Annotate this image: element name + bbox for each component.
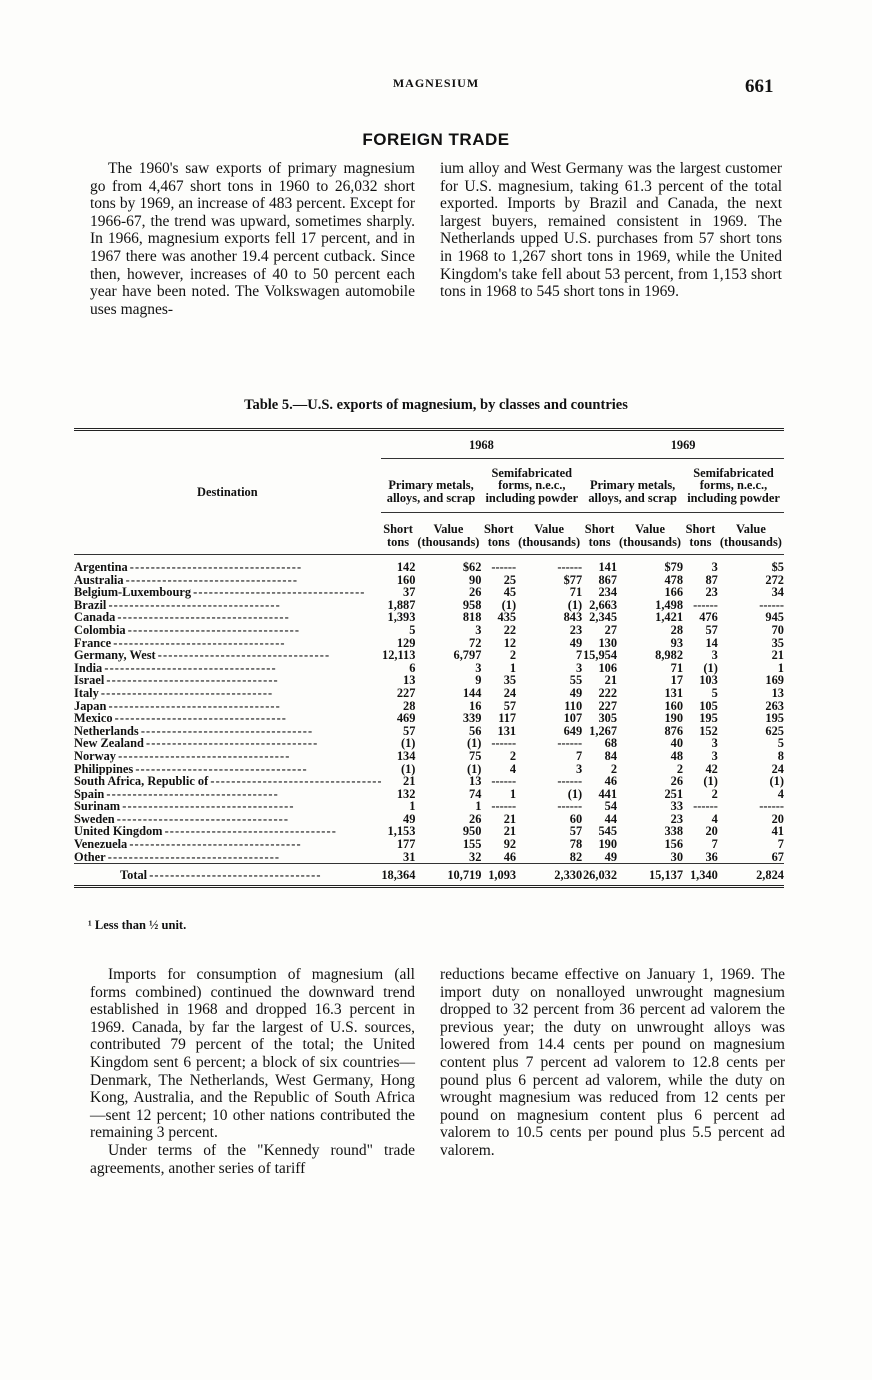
- value-cell: 3: [711, 736, 718, 751]
- value-cell: 20: [771, 811, 784, 826]
- value-cell: 46: [604, 774, 618, 789]
- value-cell: 90: [469, 572, 482, 587]
- value-cell: 2,345: [589, 610, 618, 625]
- value-cell: $5: [771, 560, 784, 574]
- value-cell: ------: [759, 597, 784, 612]
- destination-header: Destination: [74, 430, 381, 555]
- value-cell: 36: [705, 849, 718, 864]
- value-cell: 26: [469, 811, 482, 826]
- total-cell: 1,340: [683, 864, 718, 887]
- value-cell: 57: [705, 622, 718, 637]
- value-cell: 160: [664, 698, 684, 713]
- value-cell: 71: [670, 660, 684, 675]
- value-cell: 106: [598, 660, 618, 675]
- table-row: [74, 649, 784, 662]
- value-cell: 103: [699, 673, 718, 688]
- table-row: [74, 851, 784, 864]
- value-cell: 24: [771, 761, 784, 776]
- value-cell: 3: [575, 761, 583, 776]
- year-header-1968: 1968: [381, 430, 583, 459]
- closing-right-column: [440, 966, 785, 1160]
- value-cell: 4: [777, 786, 784, 801]
- value-cell: 169: [765, 673, 784, 688]
- destination-cell: Colombia - - -: [74, 624, 381, 637]
- total-label: Total - - -: [74, 864, 381, 887]
- table-row: [74, 712, 784, 725]
- table-row: [74, 624, 784, 637]
- destination-cell: Italy - - -: [74, 687, 381, 700]
- value-cell: 166: [664, 585, 684, 600]
- value-cell: 131: [497, 723, 517, 738]
- value-cell: 12: [503, 635, 517, 650]
- table-footnote: ¹ Less than ½ unit.: [88, 918, 187, 932]
- value-cell: 3: [475, 622, 482, 637]
- value-cell: 21: [503, 824, 517, 839]
- total-cell: 2,330: [516, 864, 582, 887]
- value-cell: 9: [475, 673, 482, 688]
- value-cell: 1,421: [655, 610, 684, 625]
- destination-cell: Surinam - - -: [74, 800, 381, 813]
- value-cell: 3: [575, 660, 583, 675]
- value-cell: 33: [670, 799, 684, 814]
- value-cell: 74: [469, 786, 482, 801]
- destination-cell: Australia - - -: [74, 574, 381, 587]
- table-row: [74, 750, 784, 763]
- group-header: Semifabricated forms, n.e.c., including powder: [683, 458, 784, 513]
- value-cell: 5: [711, 685, 718, 700]
- value-cell: (1): [769, 774, 784, 789]
- value-cell: 3: [711, 748, 718, 763]
- value-cell: 8,982: [655, 648, 684, 663]
- value-cell: 22: [503, 622, 517, 637]
- value-cell: 2: [509, 648, 517, 663]
- value-cell: ------: [557, 799, 583, 814]
- value-cell: 545: [598, 824, 618, 839]
- year-header-1969: 1969: [582, 430, 784, 459]
- destination-cell: India - - -: [74, 662, 381, 675]
- total-cell: 2,824: [718, 864, 784, 887]
- value-cell: 49: [403, 811, 416, 826]
- value-cell: 843: [563, 610, 583, 625]
- column-subheader: Short tons: [481, 513, 516, 555]
- value-cell: 7: [575, 748, 583, 763]
- destination-cell: Argentina - - -: [74, 555, 381, 574]
- value-cell: 17: [670, 673, 684, 688]
- value-cell: 107: [563, 711, 583, 726]
- value-cell: 7: [711, 837, 718, 852]
- total-cell: 10,719: [415, 864, 481, 887]
- value-cell: 37: [403, 585, 416, 600]
- value-cell: 1: [475, 799, 482, 814]
- value-cell: 49: [569, 685, 583, 700]
- value-cell: 469: [396, 711, 416, 726]
- destination-cell: Germany, West - - -: [74, 649, 381, 662]
- value-cell: 4: [711, 811, 718, 826]
- destination-cell: Venezuela - - -: [74, 838, 381, 851]
- destination-cell: United Kingdom - - -: [74, 825, 381, 838]
- total-row: [74, 864, 784, 887]
- value-cell: 24: [503, 685, 517, 700]
- intro-left-column: [90, 160, 415, 318]
- closing-paragraph-1: Imports for consumption of magnesium (all forms combined) continued the downward trend established in 1968 and dropped 16.3 percent in 1969. Canada, by far the largest of U.S. sources, contributed 79 percent of the total; the United Kingdom sent 6 percent; a block of six countries—Denmark, The Netherlands, West Germany, Hong Kong, Australia, and the Republic of South Africa—sent 12 percent; 10 other nations contributed the remaining 3 percent.: [90, 966, 415, 1142]
- total-cell: 26,032: [582, 864, 617, 887]
- value-cell: (1): [567, 597, 583, 612]
- value-cell: 71: [569, 585, 583, 600]
- value-cell: 142: [396, 560, 416, 574]
- table-row: [74, 800, 784, 813]
- column-subheader: Short tons: [582, 513, 617, 555]
- table-row: [74, 775, 784, 788]
- table-caption: Table 5.—U.S. exports of magnesium, by classes and countries: [244, 397, 628, 413]
- value-cell: 67: [771, 849, 784, 864]
- value-cell: 14: [705, 635, 718, 650]
- value-cell: 478: [664, 572, 684, 587]
- destination-cell: New Zealand - - -: [74, 737, 381, 750]
- value-cell: 92: [503, 837, 517, 852]
- value-cell: 34: [771, 585, 784, 600]
- value-cell: $79: [664, 560, 684, 574]
- destination-cell: Philippines - - -: [74, 763, 381, 776]
- value-cell: 1,153: [387, 824, 416, 839]
- value-cell: 87: [705, 572, 718, 587]
- value-cell: 190: [664, 711, 684, 726]
- value-cell: $62: [462, 560, 482, 574]
- column-subheader: Value (thousands): [516, 513, 582, 555]
- column-subheader: Value (thousands): [415, 513, 481, 555]
- value-cell: (1): [466, 761, 482, 776]
- value-cell: 272: [765, 572, 784, 587]
- value-cell: 251: [664, 786, 684, 801]
- destination-cell: Canada - - -: [74, 611, 381, 624]
- value-cell: 441: [598, 786, 618, 801]
- value-cell: ------: [557, 736, 583, 751]
- value-cell: 818: [462, 610, 482, 625]
- value-cell: 57: [569, 824, 583, 839]
- value-cell: 3: [475, 660, 482, 675]
- closing-paragraph-right: reductions became effective on January 1, 1969. The import duty on nonalloyed unwrought magnesium dropped to 32 percent from 36 percent ad valorem the previous year; the duty on unwrought alloys was lowered from 14.4 cents per pound on magnesium content plus 7 percent ad valorem to 12.8 cents per pound plus 6 percent ad valorem, while the duty on wrought magnesium was reduced from 12 cents per pound on magnesium content plus 6 percent ad valorem to 10.5 cents per pound plus 5.5 percent ad valorem.: [440, 966, 785, 1159]
- value-cell: 42: [705, 761, 718, 776]
- value-cell: 105: [699, 698, 718, 713]
- value-cell: 3: [711, 560, 718, 574]
- value-cell: 27: [604, 622, 618, 637]
- value-cell: 8: [777, 748, 784, 763]
- value-cell: 28: [670, 622, 684, 637]
- value-cell: 84: [604, 748, 618, 763]
- value-cell: (1): [501, 597, 517, 612]
- value-cell: 49: [569, 635, 583, 650]
- value-cell: 1: [409, 799, 416, 814]
- value-cell: 46: [503, 849, 517, 864]
- value-cell: 155: [462, 837, 482, 852]
- value-cell: ------: [491, 560, 517, 574]
- value-cell: 1,498: [655, 597, 684, 612]
- table-row: [74, 586, 784, 599]
- value-cell: 75: [469, 748, 482, 763]
- value-cell: ------: [693, 799, 718, 814]
- value-cell: 21: [503, 811, 517, 826]
- value-cell: 7: [777, 837, 784, 852]
- value-cell: 5: [409, 622, 416, 637]
- value-cell: 93: [670, 635, 684, 650]
- table-row: [74, 838, 784, 851]
- value-cell: 1: [777, 660, 784, 675]
- running-title: MAGNESIUM: [392, 76, 480, 90]
- value-cell: 177: [396, 837, 416, 852]
- destination-cell: Japan - - -: [74, 700, 381, 713]
- value-cell: 49: [604, 849, 618, 864]
- value-cell: 31: [403, 849, 416, 864]
- value-cell: 131: [664, 685, 684, 700]
- value-cell: 435: [497, 610, 517, 625]
- value-cell: 263: [765, 698, 784, 713]
- group-header: Semifabricated forms, n.e.c., including powder: [481, 458, 582, 513]
- intro-paragraph-right: ium alloy and West Germany was the largest customer for U.S. magnesium, taking 61.3 percent of the total exported. Imports by Brazil and Canada, the next largest buyers, remained consistent in 1969. The Netherlands upped U.S. purchases from 57 short tons in 1968 to 1,267 short tons in 1969, while the United Kingdom's take fell about 53 percent, from 1,153 short tons in 1968 to 545 short tons in 1969.: [440, 160, 782, 301]
- value-cell: 57: [403, 723, 416, 738]
- value-cell: 339: [462, 711, 482, 726]
- value-cell: 160: [396, 572, 416, 587]
- value-cell: ------: [557, 560, 583, 574]
- table-row: [74, 687, 784, 700]
- value-cell: 70: [771, 622, 784, 637]
- value-cell: 305: [598, 711, 618, 726]
- value-cell: 945: [765, 610, 784, 625]
- value-cell: 26: [670, 774, 684, 789]
- value-cell: 28: [403, 698, 416, 713]
- value-cell: 12,113: [382, 648, 416, 663]
- value-cell: 1,393: [387, 610, 416, 625]
- value-cell: 2: [610, 761, 618, 776]
- value-cell: 1: [509, 660, 517, 675]
- value-cell: 25: [503, 572, 517, 587]
- value-cell: 57: [503, 698, 517, 713]
- column-subheader: Value (thousands): [718, 513, 784, 555]
- value-cell: 1,887: [387, 597, 416, 612]
- value-cell: 649: [563, 723, 583, 738]
- value-cell: 35: [503, 673, 517, 688]
- destination-cell: Norway - - -: [74, 750, 381, 763]
- value-cell: 6,797: [453, 648, 482, 663]
- table-row: [74, 555, 784, 574]
- value-cell: 4: [509, 761, 517, 776]
- column-subheader: Short tons: [683, 513, 718, 555]
- value-cell: 222: [598, 685, 618, 700]
- value-cell: 68: [604, 736, 618, 751]
- value-cell: 950: [462, 824, 482, 839]
- value-cell: ------: [491, 736, 517, 751]
- value-cell: (1): [567, 786, 583, 801]
- value-cell: 6: [409, 660, 416, 675]
- value-cell: 2: [676, 761, 684, 776]
- value-cell: 21: [403, 774, 416, 789]
- intro-right-column: [440, 160, 782, 301]
- value-cell: 82: [569, 849, 583, 864]
- value-cell: 117: [498, 711, 517, 726]
- value-cell: 132: [396, 786, 416, 801]
- value-cell: 55: [569, 673, 583, 688]
- value-cell: 23: [569, 622, 583, 637]
- destination-cell: Netherlands - - -: [74, 725, 381, 738]
- value-cell: (1): [703, 660, 718, 675]
- value-cell: 3: [711, 648, 718, 663]
- column-subheader: Short tons: [381, 513, 416, 555]
- value-cell: ------: [557, 774, 583, 789]
- value-cell: 21: [771, 648, 784, 663]
- value-cell: 48: [670, 748, 684, 763]
- destination-cell: Brazil - - -: [74, 599, 381, 612]
- value-cell: (1): [466, 736, 482, 751]
- value-cell: 338: [664, 824, 684, 839]
- value-cell: 190: [598, 837, 618, 852]
- value-cell: (1): [400, 761, 416, 776]
- total-cell: 15,137: [617, 864, 683, 887]
- value-cell: 13: [469, 774, 482, 789]
- value-cell: 21: [604, 673, 618, 688]
- value-cell: 60: [569, 811, 583, 826]
- closing-left-column: [90, 966, 415, 1177]
- value-cell: 40: [670, 736, 684, 751]
- value-cell: 2: [509, 748, 517, 763]
- value-cell: 195: [765, 711, 784, 726]
- destination-cell: Other - - -: [74, 851, 381, 864]
- value-cell: 5: [777, 736, 784, 751]
- value-cell: 26: [469, 585, 482, 600]
- value-cell: 20: [705, 824, 718, 839]
- section-title: FOREIGN TRADE: [362, 130, 510, 149]
- value-cell: 110: [564, 698, 583, 713]
- value-cell: 476: [699, 610, 718, 625]
- closing-paragraph-2: Under terms of the "Kennedy round" trade agreements, another series of tariff: [90, 1141, 415, 1177]
- value-cell: 876: [664, 723, 684, 738]
- value-cell: 129: [396, 635, 416, 650]
- value-cell: 13: [403, 673, 416, 688]
- value-cell: 15,954: [582, 648, 618, 663]
- value-cell: ------: [491, 774, 517, 789]
- destination-cell: Sweden - - -: [74, 813, 381, 826]
- destination-cell: Spain - - -: [74, 788, 381, 801]
- value-cell: 1: [509, 786, 517, 801]
- value-cell: 7: [575, 648, 583, 663]
- value-cell: (1): [703, 774, 718, 789]
- value-cell: 35: [771, 635, 784, 650]
- destination-cell: France - - -: [74, 637, 381, 650]
- total-cell: 1,093: [481, 864, 516, 887]
- value-cell: 23: [705, 585, 718, 600]
- value-cell: 234: [598, 585, 618, 600]
- value-cell: 30: [670, 849, 684, 864]
- intro-paragraph-left: The 1960's saw exports of primary magnesium go from 4,467 short tons in 1960 to 26,032 short tons by 1969, an increase of 483 percent. Except for 1966-67, the trend was upward, sometimes sharply. In 1966, magnesium exports fell 17 percent, and in 1967 there was another 19.4 percent cutback. Since then, however, increases of 40 to 50 percent each year have been noted. The Volkswagen automobile uses magnes-: [90, 160, 415, 318]
- value-cell: 44: [604, 811, 618, 826]
- value-cell: 867: [598, 572, 618, 587]
- destination-cell: Mexico - - -: [74, 712, 381, 725]
- value-cell: (1): [400, 736, 416, 751]
- value-cell: 78: [569, 837, 583, 852]
- value-cell: ------: [759, 799, 784, 814]
- value-cell: 141: [598, 560, 618, 574]
- value-cell: ------: [693, 597, 718, 612]
- value-cell: 23: [670, 811, 684, 826]
- destination-cell: Israel - - -: [74, 674, 381, 687]
- value-cell: 54: [604, 799, 618, 814]
- value-cell: 625: [765, 723, 784, 738]
- value-cell: 56: [469, 723, 482, 738]
- value-cell: 227: [396, 685, 416, 700]
- value-cell: 13: [771, 685, 784, 700]
- value-cell: 227: [598, 698, 618, 713]
- column-subheader: Value (thousands): [617, 513, 683, 555]
- value-cell: 45: [503, 585, 517, 600]
- value-cell: 2: [711, 786, 718, 801]
- value-cell: 152: [699, 723, 718, 738]
- value-cell: 958: [462, 597, 482, 612]
- value-cell: 32: [469, 849, 482, 864]
- value-cell: 72: [469, 635, 482, 650]
- value-cell: $77: [563, 572, 583, 587]
- value-cell: 130: [598, 635, 618, 650]
- page-number: 661: [745, 76, 774, 97]
- value-cell: 41: [771, 824, 784, 839]
- group-header: Primary metals, alloys, and scrap: [582, 458, 683, 513]
- exports-table: [74, 428, 784, 888]
- value-cell: 195: [699, 711, 718, 726]
- value-cell: 134: [396, 748, 416, 763]
- value-cell: 156: [664, 837, 684, 852]
- destination-cell: South Africa, Republic of - - -: [74, 775, 381, 788]
- value-cell: 144: [462, 685, 482, 700]
- group-header: Primary metals, alloys, and scrap: [381, 458, 482, 513]
- value-cell: 16: [469, 698, 482, 713]
- value-cell: 2,663: [589, 597, 618, 612]
- value-cell: 1,267: [589, 723, 618, 738]
- value-cell: ------: [491, 799, 517, 814]
- total-cell: 18,364: [381, 864, 416, 887]
- destination-cell: Belgium-Luxembourg - - -: [74, 586, 381, 599]
